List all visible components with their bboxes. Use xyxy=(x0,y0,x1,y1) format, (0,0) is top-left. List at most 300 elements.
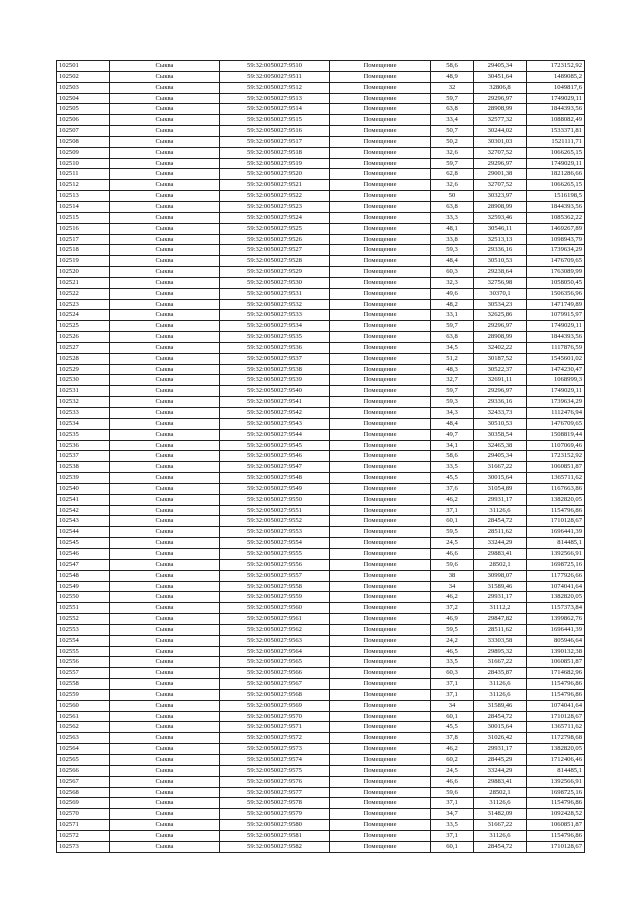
table-row xyxy=(57,624,585,635)
cell-cadastral-value: 1365711,62 xyxy=(527,473,585,484)
cell-locality: Сыква xyxy=(110,755,220,766)
cell-cadastral-number: 59:32:0050027:9525 xyxy=(220,223,330,234)
table-row xyxy=(57,733,585,744)
cell-area: 37,1 xyxy=(431,689,474,700)
cell-cadastral-number: 59:32:0050027:9580 xyxy=(220,820,330,831)
cell-cadastral-value: 1060851,87 xyxy=(527,657,585,668)
cell-unit-value: 29405,34 xyxy=(474,61,527,72)
cell-object-type: Помещение xyxy=(330,776,431,787)
cell-unit-value: 29296,97 xyxy=(474,321,527,332)
table-row xyxy=(57,397,585,408)
cell-cadastral-number: 59:32:0050027:9546 xyxy=(220,451,330,462)
cell-unit-value: 30015,64 xyxy=(474,722,527,733)
cell-area: 58,6 xyxy=(431,451,474,462)
cell-row-number: 102550 xyxy=(57,592,110,603)
cell-area: 33,5 xyxy=(431,820,474,831)
cell-locality: Сыква xyxy=(110,473,220,484)
cell-unit-value: 30301,03 xyxy=(474,136,527,147)
cell-row-number: 102519 xyxy=(57,256,110,267)
cell-unit-value: 33244,29 xyxy=(474,538,527,549)
cell-cadastral-value: 1154796,86 xyxy=(527,505,585,516)
cell-area: 58,6 xyxy=(431,61,474,72)
cell-object-type: Помещение xyxy=(330,538,431,549)
cell-object-type: Помещение xyxy=(330,483,431,494)
cell-unit-value: 32707,52 xyxy=(474,180,527,191)
cell-unit-value: 32707,52 xyxy=(474,147,527,158)
cell-area: 60,3 xyxy=(431,668,474,679)
cell-area: 48,4 xyxy=(431,418,474,429)
cell-area: 34 xyxy=(431,700,474,711)
cell-locality: Сыква xyxy=(110,451,220,462)
cell-unit-value: 29296,97 xyxy=(474,158,527,169)
cell-cadastral-value: 1392566,91 xyxy=(527,548,585,559)
cell-unit-value: 32433,73 xyxy=(474,408,527,419)
cell-object-type: Помещение xyxy=(330,310,431,321)
table-row xyxy=(57,256,585,267)
cell-object-type: Помещение xyxy=(330,711,431,722)
table-row xyxy=(57,559,585,570)
cell-row-number: 102518 xyxy=(57,245,110,256)
cell-row-number: 102553 xyxy=(57,624,110,635)
cell-object-type: Помещение xyxy=(330,624,431,635)
cell-row-number: 102546 xyxy=(57,548,110,559)
cell-area: 60,3 xyxy=(431,267,474,278)
cell-area: 33,3 xyxy=(431,212,474,223)
table-row xyxy=(57,711,585,722)
cell-area: 37,6 xyxy=(431,483,474,494)
cell-unit-value: 31667,22 xyxy=(474,820,527,831)
cell-locality: Сыква xyxy=(110,364,220,375)
cell-locality: Сыква xyxy=(110,375,220,386)
cell-locality: Сыква xyxy=(110,505,220,516)
table-row xyxy=(57,689,585,700)
table-row xyxy=(57,744,585,755)
cell-area: 37,8 xyxy=(431,733,474,744)
cell-cadastral-value: 1058050,45 xyxy=(527,277,585,288)
cell-area: 46,9 xyxy=(431,614,474,625)
cell-cadastral-number: 59:32:0050027:9542 xyxy=(220,408,330,419)
cell-row-number: 102520 xyxy=(57,267,110,278)
table-row xyxy=(57,787,585,798)
cell-locality: Сыква xyxy=(110,657,220,668)
cell-unit-value: 28502,1 xyxy=(474,559,527,570)
cell-object-type: Помещение xyxy=(330,722,431,733)
cell-object-type: Помещение xyxy=(330,473,431,484)
cell-area: 24,2 xyxy=(431,635,474,646)
cell-object-type: Помещение xyxy=(330,397,431,408)
cell-cadastral-number: 59:32:0050027:9571 xyxy=(220,722,330,733)
cell-area: 48,3 xyxy=(431,364,474,375)
cell-area: 34,7 xyxy=(431,809,474,820)
cell-object-type: Помещение xyxy=(330,61,431,72)
cell-unit-value: 32402,22 xyxy=(474,342,527,353)
cell-cadastral-value: 1382820,05 xyxy=(527,592,585,603)
cell-cadastral-number: 59:32:0050027:9547 xyxy=(220,462,330,473)
cell-object-type: Помещение xyxy=(330,689,431,700)
cell-row-number: 102502 xyxy=(57,71,110,82)
cell-area: 46,5 xyxy=(431,646,474,657)
table-row xyxy=(57,147,585,158)
cell-row-number: 102567 xyxy=(57,776,110,787)
document-page xyxy=(56,60,584,853)
table-row xyxy=(57,126,585,137)
cell-cadastral-value: 1079915,97 xyxy=(527,310,585,321)
cell-row-number: 102563 xyxy=(57,733,110,744)
cell-unit-value: 29296,97 xyxy=(474,386,527,397)
cell-row-number: 102566 xyxy=(57,765,110,776)
cell-row-number: 102522 xyxy=(57,288,110,299)
table-row xyxy=(57,440,585,451)
cell-locality: Сыква xyxy=(110,256,220,267)
cell-area: 32,7 xyxy=(431,375,474,386)
cell-cadastral-number: 59:32:0050027:9557 xyxy=(220,570,330,581)
cell-row-number: 102528 xyxy=(57,353,110,364)
cell-row-number: 102529 xyxy=(57,364,110,375)
cell-cadastral-value: 1066265,15 xyxy=(527,180,585,191)
cell-locality: Сыква xyxy=(110,277,220,288)
cell-unit-value: 30510,53 xyxy=(474,256,527,267)
cell-cadastral-number: 59:32:0050027:9533 xyxy=(220,310,330,321)
cell-object-type: Помещение xyxy=(330,679,431,690)
cell-cadastral-value: 1476709,65 xyxy=(527,418,585,429)
cell-cadastral-number: 59:32:0050027:9578 xyxy=(220,798,330,809)
cell-area: 37,1 xyxy=(431,679,474,690)
cell-area: 34,1 xyxy=(431,440,474,451)
cell-locality: Сыква xyxy=(110,71,220,82)
cell-locality: Сыква xyxy=(110,787,220,798)
cell-area: 46,2 xyxy=(431,592,474,603)
cell-cadastral-value: 1723152,92 xyxy=(527,61,585,72)
cell-area: 60,2 xyxy=(431,755,474,766)
cell-area: 24,5 xyxy=(431,765,474,776)
cell-object-type: Помещение xyxy=(330,332,431,343)
cell-unit-value: 29883,41 xyxy=(474,548,527,559)
cell-cadastral-value: 1739634,29 xyxy=(527,245,585,256)
cell-row-number: 102573 xyxy=(57,841,110,852)
cell-locality: Сыква xyxy=(110,624,220,635)
cell-locality: Сыква xyxy=(110,321,220,332)
cell-cadastral-number: 59:32:0050027:9544 xyxy=(220,429,330,440)
cell-area: 33,4 xyxy=(431,115,474,126)
cell-row-number: 102542 xyxy=(57,505,110,516)
cell-area: 32,6 xyxy=(431,147,474,158)
table-row xyxy=(57,429,585,440)
cell-unit-value: 30534,23 xyxy=(474,299,527,310)
cell-unit-value: 31667,22 xyxy=(474,657,527,668)
cell-object-type: Помещение xyxy=(330,93,431,104)
cell-cadastral-value: 1085362,22 xyxy=(527,212,585,223)
cell-cadastral-value: 1489085,2 xyxy=(527,71,585,82)
cell-object-type: Помещение xyxy=(330,527,431,538)
cell-area: 60,1 xyxy=(431,516,474,527)
cell-cadastral-number: 59:32:0050027:9531 xyxy=(220,288,330,299)
cell-object-type: Помещение xyxy=(330,440,431,451)
cell-cadastral-value: 1698725,16 xyxy=(527,559,585,570)
cell-cadastral-number: 59:32:0050027:9570 xyxy=(220,711,330,722)
cell-cadastral-number: 59:32:0050027:9539 xyxy=(220,375,330,386)
cell-area: 59,7 xyxy=(431,321,474,332)
cell-locality: Сыква xyxy=(110,548,220,559)
table-row xyxy=(57,310,585,321)
cell-row-number: 102524 xyxy=(57,310,110,321)
table-row xyxy=(57,516,585,527)
cell-locality: Сыква xyxy=(110,180,220,191)
cell-area: 59,6 xyxy=(431,787,474,798)
cell-cadastral-value: 1172798,68 xyxy=(527,733,585,744)
cell-locality: Сыква xyxy=(110,191,220,202)
cell-unit-value: 30323,97 xyxy=(474,191,527,202)
cell-locality: Сыква xyxy=(110,635,220,646)
cell-object-type: Помещение xyxy=(330,548,431,559)
cell-locality: Сыква xyxy=(110,830,220,841)
cell-locality: Сыква xyxy=(110,733,220,744)
cell-object-type: Помещение xyxy=(330,570,431,581)
cell-object-type: Помещение xyxy=(330,364,431,375)
cell-object-type: Помещение xyxy=(330,234,431,245)
cell-area: 37,1 xyxy=(431,505,474,516)
cell-cadastral-number: 59:32:0050027:9551 xyxy=(220,505,330,516)
cell-object-type: Помещение xyxy=(330,700,431,711)
cell-area: 45,5 xyxy=(431,473,474,484)
table-row xyxy=(57,169,585,180)
table-body xyxy=(57,61,585,853)
cell-locality: Сыква xyxy=(110,603,220,614)
cell-object-type: Помещение xyxy=(330,418,431,429)
cell-locality: Сыква xyxy=(110,744,220,755)
cell-row-number: 102533 xyxy=(57,408,110,419)
cell-area: 38 xyxy=(431,570,474,581)
cell-locality: Сыква xyxy=(110,82,220,93)
cell-cadastral-number: 59:32:0050027:9524 xyxy=(220,212,330,223)
cell-locality: Сыква xyxy=(110,353,220,364)
cell-locality: Сыква xyxy=(110,689,220,700)
cell-locality: Сыква xyxy=(110,841,220,852)
cell-unit-value: 31482,09 xyxy=(474,809,527,820)
cell-cadastral-value: 1154796,86 xyxy=(527,679,585,690)
cell-row-number: 102564 xyxy=(57,744,110,755)
cell-cadastral-number: 59:32:0050027:9518 xyxy=(220,147,330,158)
cell-area: 49,7 xyxy=(431,429,474,440)
cell-unit-value: 31026,42 xyxy=(474,733,527,744)
cell-unit-value: 30015,64 xyxy=(474,473,527,484)
cell-locality: Сыква xyxy=(110,462,220,473)
cell-cadastral-value: 1060851,87 xyxy=(527,820,585,831)
cell-area: 33,5 xyxy=(431,657,474,668)
cell-area: 59,7 xyxy=(431,386,474,397)
cell-locality: Сыква xyxy=(110,158,220,169)
cell-area: 51,2 xyxy=(431,353,474,364)
cell-locality: Сыква xyxy=(110,332,220,343)
table-row xyxy=(57,809,585,820)
cell-unit-value: 28511,62 xyxy=(474,527,527,538)
cell-cadastral-number: 59:32:0050027:9530 xyxy=(220,277,330,288)
cell-object-type: Помещение xyxy=(330,830,431,841)
cell-cadastral-value: 1821286,66 xyxy=(527,169,585,180)
cell-locality: Сыква xyxy=(110,397,220,408)
cell-object-type: Помещение xyxy=(330,765,431,776)
cell-unit-value: 28435,87 xyxy=(474,668,527,679)
cell-unit-value: 30244,02 xyxy=(474,126,527,137)
cell-locality: Сыква xyxy=(110,342,220,353)
table-row xyxy=(57,635,585,646)
cell-unit-value: 29296,97 xyxy=(474,93,527,104)
cell-unit-value: 28454,72 xyxy=(474,711,527,722)
cell-row-number: 102532 xyxy=(57,397,110,408)
cell-unit-value: 31667,22 xyxy=(474,462,527,473)
cell-object-type: Помещение xyxy=(330,787,431,798)
cell-object-type: Помещение xyxy=(330,277,431,288)
cell-object-type: Помещение xyxy=(330,288,431,299)
cell-unit-value: 29238,64 xyxy=(474,267,527,278)
cell-unit-value: 28454,72 xyxy=(474,841,527,852)
cell-object-type: Помещение xyxy=(330,581,431,592)
cell-locality: Сыква xyxy=(110,267,220,278)
cell-locality: Сыква xyxy=(110,527,220,538)
table-row xyxy=(57,245,585,256)
cell-unit-value: 29931,17 xyxy=(474,592,527,603)
cell-row-number: 102547 xyxy=(57,559,110,570)
cell-cadastral-value: 1107069,46 xyxy=(527,440,585,451)
cell-unit-value: 29336,16 xyxy=(474,245,527,256)
cell-object-type: Помещение xyxy=(330,353,431,364)
cell-row-number: 102501 xyxy=(57,61,110,72)
cell-unit-value: 28908,99 xyxy=(474,201,527,212)
cell-row-number: 102539 xyxy=(57,473,110,484)
cell-cadastral-number: 59:32:0050027:9561 xyxy=(220,614,330,625)
table-row xyxy=(57,71,585,82)
cell-cadastral-number: 59:32:0050027:9549 xyxy=(220,483,330,494)
cell-row-number: 102556 xyxy=(57,657,110,668)
cell-cadastral-value: 1474230,47 xyxy=(527,364,585,375)
table-row xyxy=(57,494,585,505)
cell-unit-value: 30998,07 xyxy=(474,570,527,581)
cell-cadastral-number: 59:32:0050027:9563 xyxy=(220,635,330,646)
cell-row-number: 102509 xyxy=(57,147,110,158)
cell-area: 37,1 xyxy=(431,798,474,809)
cell-unit-value: 31112,2 xyxy=(474,603,527,614)
cell-row-number: 102549 xyxy=(57,581,110,592)
table-row xyxy=(57,234,585,245)
cell-unit-value: 29336,16 xyxy=(474,397,527,408)
cell-object-type: Помещение xyxy=(330,820,431,831)
cell-locality: Сыква xyxy=(110,765,220,776)
cell-locality: Сыква xyxy=(110,776,220,787)
cell-row-number: 102568 xyxy=(57,787,110,798)
cell-area: 60,1 xyxy=(431,841,474,852)
table-row xyxy=(57,158,585,169)
cell-row-number: 102515 xyxy=(57,212,110,223)
table-row xyxy=(57,668,585,679)
cell-cadastral-number: 59:32:0050027:9556 xyxy=(220,559,330,570)
cell-unit-value: 28908,99 xyxy=(474,104,527,115)
cell-unit-value: 29931,17 xyxy=(474,744,527,755)
cell-cadastral-value: 1749029,11 xyxy=(527,321,585,332)
table-row xyxy=(57,614,585,625)
cell-cadastral-value: 1723152,92 xyxy=(527,451,585,462)
cell-locality: Сыква xyxy=(110,234,220,245)
cell-object-type: Помещение xyxy=(330,755,431,766)
cell-locality: Сыква xyxy=(110,126,220,137)
cell-cadastral-value: 1749029,11 xyxy=(527,386,585,397)
table-row xyxy=(57,332,585,343)
cell-object-type: Помещение xyxy=(330,245,431,256)
cell-cadastral-number: 59:32:0050027:9513 xyxy=(220,93,330,104)
cell-cadastral-number: 59:32:0050027:9534 xyxy=(220,321,330,332)
cell-cadastral-value: 1112476,94 xyxy=(527,408,585,419)
table-row xyxy=(57,386,585,397)
cell-area: 59,3 xyxy=(431,245,474,256)
cell-row-number: 102516 xyxy=(57,223,110,234)
cell-locality: Сыква xyxy=(110,136,220,147)
table-row xyxy=(57,603,585,614)
table-row xyxy=(57,180,585,191)
cell-object-type: Помещение xyxy=(330,408,431,419)
table-row xyxy=(57,408,585,419)
cell-unit-value: 30546,11 xyxy=(474,223,527,234)
cell-cadastral-value: 1508819,44 xyxy=(527,429,585,440)
cell-locality: Сыква xyxy=(110,820,220,831)
cell-object-type: Помещение xyxy=(330,386,431,397)
table-row xyxy=(57,462,585,473)
cell-area: 37,1 xyxy=(431,830,474,841)
cell-cadastral-value: 1710128,67 xyxy=(527,841,585,852)
cell-unit-value: 33303,58 xyxy=(474,635,527,646)
cell-area: 59,5 xyxy=(431,527,474,538)
cell-unit-value: 28502,1 xyxy=(474,787,527,798)
cell-unit-value: 28908,99 xyxy=(474,332,527,343)
cell-cadastral-value: 1749029,11 xyxy=(527,158,585,169)
cell-locality: Сыква xyxy=(110,711,220,722)
table-row xyxy=(57,115,585,126)
cell-cadastral-number: 59:32:0050027:9548 xyxy=(220,473,330,484)
cell-cadastral-value: 1098943,79 xyxy=(527,234,585,245)
cell-cadastral-number: 59:32:0050027:9510 xyxy=(220,61,330,72)
cell-cadastral-number: 59:32:0050027:9543 xyxy=(220,418,330,429)
cell-area: 34 xyxy=(431,581,474,592)
cell-unit-value: 32691,11 xyxy=(474,375,527,386)
cell-object-type: Помещение xyxy=(330,505,431,516)
cell-row-number: 102559 xyxy=(57,689,110,700)
cell-cadastral-value: 1066265,15 xyxy=(527,147,585,158)
cell-area: 63,8 xyxy=(431,332,474,343)
cell-area: 33,5 xyxy=(431,462,474,473)
cell-row-number: 102554 xyxy=(57,635,110,646)
cell-unit-value: 28445,29 xyxy=(474,755,527,766)
cell-object-type: Помещение xyxy=(330,462,431,473)
cell-unit-value: 31126,6 xyxy=(474,505,527,516)
cell-cadastral-number: 59:32:0050027:9541 xyxy=(220,397,330,408)
cell-row-number: 102535 xyxy=(57,429,110,440)
cell-row-number: 102511 xyxy=(57,169,110,180)
cell-object-type: Помещение xyxy=(330,841,431,852)
cell-cadastral-value: 1088082,49 xyxy=(527,115,585,126)
cell-row-number: 102506 xyxy=(57,115,110,126)
cell-object-type: Помещение xyxy=(330,429,431,440)
cell-area: 34,3 xyxy=(431,408,474,419)
cell-locality: Сыква xyxy=(110,245,220,256)
cell-locality: Сыква xyxy=(110,147,220,158)
cell-area: 48,2 xyxy=(431,299,474,310)
cell-cadastral-number: 59:32:0050027:9579 xyxy=(220,809,330,820)
cell-cadastral-number: 59:32:0050027:9512 xyxy=(220,82,330,93)
cell-row-number: 102548 xyxy=(57,570,110,581)
cell-locality: Сыква xyxy=(110,61,220,72)
cell-object-type: Помещение xyxy=(330,451,431,462)
cell-cadastral-number: 59:32:0050027:9569 xyxy=(220,700,330,711)
cell-locality: Сыква xyxy=(110,429,220,440)
cell-locality: Сыква xyxy=(110,440,220,451)
table-row xyxy=(57,364,585,375)
